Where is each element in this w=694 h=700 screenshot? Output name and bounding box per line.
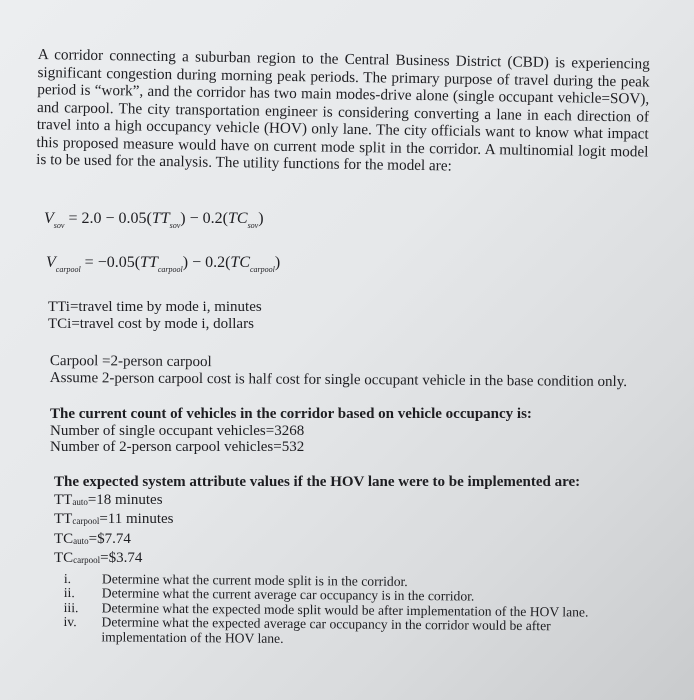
attribute-line: $TT_{auto}=18$ minutes: [54, 491, 163, 508]
eq-tc: TC: [230, 254, 250, 271]
utility-equation-carpool: [46, 254, 280, 274]
count-line: Number of 2-person carpool vehicles=532: [50, 439, 305, 455]
attribute-line: $TC_{auto}=\$7.74$: [54, 530, 131, 547]
eq-tc-sub: carpool: [250, 265, 275, 274]
question-text: Determine what the current mode split is in the corridor.: [101, 571, 408, 589]
question-number: ii.: [63, 585, 75, 601]
vehicle-counts: [50, 406, 532, 456]
question-number: iv.: [63, 614, 77, 630]
carpool-note: Carpool =2-person carpool: [49, 353, 212, 371]
eq-rhs-b: ) − 0.2(: [180, 210, 228, 227]
eq-var: V: [46, 254, 56, 271]
eq-var-sub: sov: [53, 221, 65, 230]
question-item: [63, 615, 623, 649]
definition-line: TCi=travel cost by mode i, dollars: [48, 315, 254, 332]
question-text: Determine what the expected average car occupancy in the corridor would be after implementation of the HOV lane.: [101, 614, 551, 646]
eq-rhs-a: = 2.0 − 0.05(: [64, 210, 152, 227]
question-number: i.: [63, 571, 72, 587]
eq-rhs-c: ): [258, 210, 264, 227]
eq-rhs-c: ): [274, 254, 281, 271]
question-text: Determine what the expected mode split would be after implementation of the HOV lane.: [101, 600, 589, 620]
question-text: Determine what the current average car occupancy is in the corridor.: [101, 585, 475, 604]
eq-tt: TT: [151, 210, 170, 227]
intro-paragraph: A corridor connecting a suburban region to the Central Business District (CBD) is experiencing significant congestion during morning peak periods. The primary purpose of travel during the peak period is “work”, and the corridor has two main modes-drive alone (single occupant vehicle=SOV), and carpool. The city transportation engineer is considering converting a lane in each direction of travel into a high occupancy vehicle (HOV) only lane. The city officials want to know what impact this proposed measure would have on current mode split in the corridor. A multinomial logit model is to be used for the analysis. The utility functions for the model are:: [36, 46, 650, 175]
attributes-heading: The expected system attribute values if the HOV lane were to be implemented are:: [54, 474, 581, 490]
definition-line: TTi=travel time by mode i, minutes: [48, 299, 262, 315]
eq-var-sub: carpool: [55, 265, 81, 274]
counts-heading: The current count of vehicles in the corridor based on vehicle occupancy is:: [50, 406, 532, 422]
eq-var: V: [44, 210, 54, 227]
utility-equation-sov: [44, 210, 264, 230]
attribute-line: $TT_{carpool}=11$ minutes: [54, 511, 174, 527]
eq-tt-sub: carpool: [157, 265, 183, 274]
question-list: [63, 572, 624, 649]
eq-tt: TT: [140, 254, 158, 271]
attribute-line: $TC_{carpool}=\$3.74$: [54, 550, 143, 566]
carpool-notes: [50, 353, 627, 390]
system-attributes: [54, 474, 580, 570]
count-line: Number of single occupant vehicles=3268: [50, 422, 305, 439]
eq-tc-sub: sov: [247, 221, 259, 230]
variable-definitions: [48, 299, 262, 332]
carpool-note: Assume 2-person carpool cost is half cost for single occupant vehicle in the base condition only.: [49, 369, 628, 390]
question-number: iii.: [63, 599, 79, 615]
eq-rhs-b: ) − 0.2(: [182, 254, 231, 271]
eq-rhs-a: = −0.05(: [80, 254, 141, 271]
eq-tt-sub: sov: [169, 221, 181, 230]
eq-tc: TC: [227, 210, 248, 227]
